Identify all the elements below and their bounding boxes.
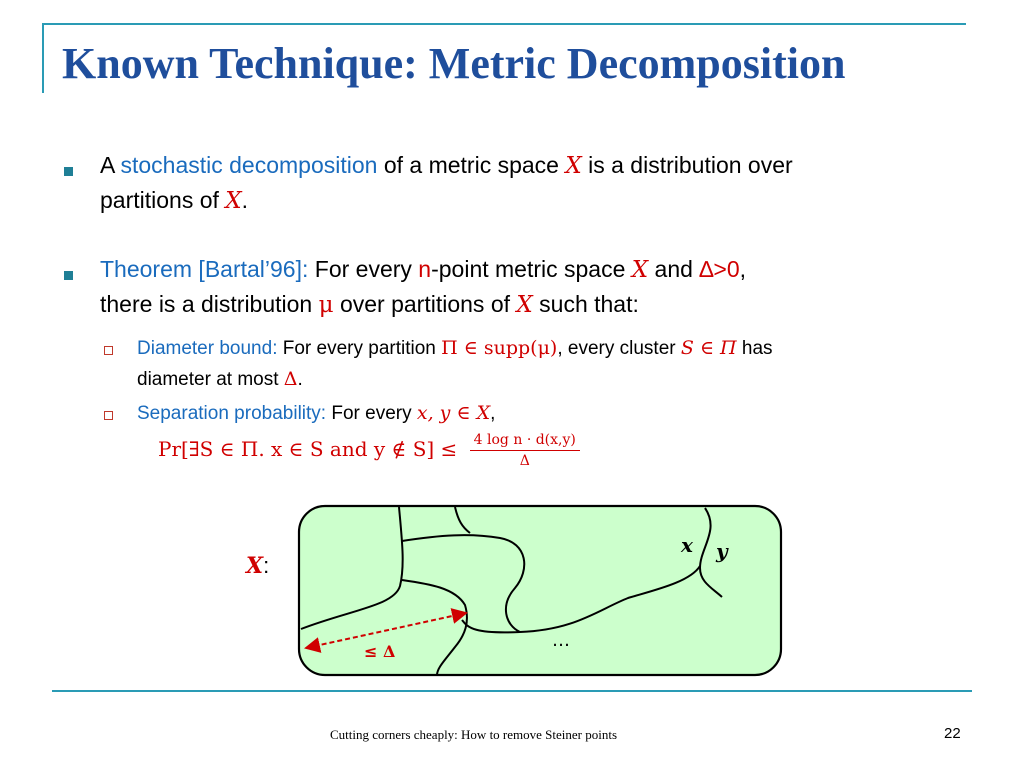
formula-numerator: 4 log n · d(x,y) <box>470 432 580 451</box>
bullet-1-line-2-text: partitions of <box>100 187 226 213</box>
stochastic-decomposition-term: stochastic decomposition <box>120 152 378 178</box>
footer-line <box>52 690 972 692</box>
text: For every <box>326 403 417 424</box>
period: . <box>241 187 249 213</box>
delta-positive: ∆>0 <box>699 256 740 282</box>
text: -point metric space <box>431 256 632 282</box>
text: there is a distribution <box>100 291 319 317</box>
bullet-1-prefix: A <box>100 152 121 178</box>
period: . <box>297 369 303 390</box>
slide-title: Known Technique: Metric Decomposition <box>62 39 846 88</box>
math-partition-in-support: Π ∈ supp(μ) <box>441 337 558 359</box>
more-clusters-ellipsis: … <box>552 630 570 651</box>
page-number: 22 <box>944 725 961 742</box>
text: over partitions of <box>333 291 517 317</box>
math-cluster-in-partition: S ∈ Π <box>680 337 737 359</box>
colon: : <box>263 553 270 578</box>
text: For every partition <box>277 338 442 359</box>
text: For every <box>308 256 419 282</box>
bullet-1-end: is a distribution over <box>581 152 793 178</box>
text: and <box>648 256 700 282</box>
var-x: X <box>631 257 649 283</box>
text: , every cluster <box>557 338 681 359</box>
comma: , <box>490 403 496 424</box>
point-y-label: y <box>716 539 728 563</box>
bullet-1-mid: of a metric space <box>377 152 566 178</box>
var-n: n <box>418 256 432 282</box>
diagram-x-var: X <box>246 553 264 579</box>
distance-label: ≤ Δ <box>364 642 396 661</box>
diameter-bound-label: Diameter bound: <box>137 338 278 359</box>
point-x-label: x <box>681 533 693 557</box>
comma: , <box>739 256 747 282</box>
text: has <box>736 338 773 359</box>
formula-lhs: Pr[∃S ∈ Π. x ∈ S and y ∉ S] ≤ <box>158 437 458 461</box>
delta: Δ <box>283 368 298 390</box>
theorem-label: Theorem [Bartal’96]: <box>100 256 309 282</box>
var-x: X <box>516 292 533 318</box>
var-mu: μ <box>318 292 334 318</box>
footer-text: Cutting corners cheaply: How to remove Steiner points <box>330 727 618 742</box>
var-x: X <box>565 153 582 179</box>
separation-probability-label: Separation probability: <box>137 403 327 424</box>
text: diameter at most <box>137 369 284 390</box>
math-x-y-in-X: x, y ∈ X <box>416 402 491 424</box>
text: such that: <box>532 291 639 317</box>
formula-denominator: Δ <box>519 453 530 469</box>
var-x: X <box>225 188 242 214</box>
